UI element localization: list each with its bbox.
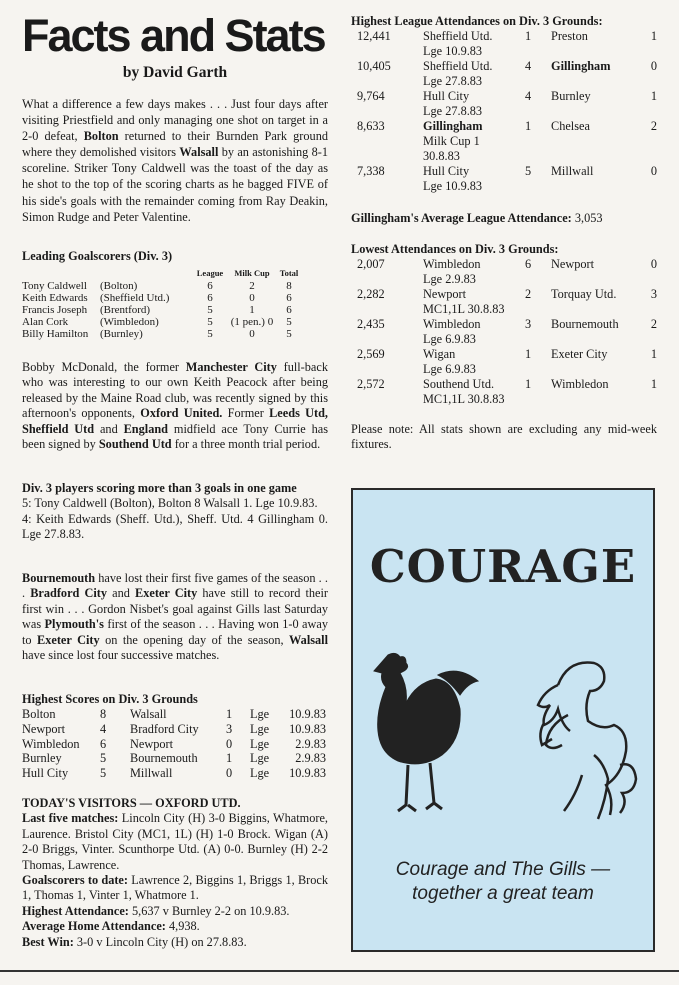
attendance-figure: 2,007 (357, 257, 385, 272)
text-run: midfield ace Tony Currie has been signed by (22, 421, 328, 452)
attendance-figure: 12,441 (357, 29, 391, 44)
match-detail: MC1,1L 30.8.83 (423, 392, 505, 407)
goalscorer-row (22, 292, 304, 304)
away-score: 1 (650, 377, 657, 392)
match-detail: MC1,1L 30.8.83 (423, 302, 505, 317)
visitors-heading: TODAY'S VISITORS — OXFORD UTD. (22, 796, 241, 810)
column-header-total: Total (279, 268, 299, 279)
home-team: Southend Utd. (423, 377, 495, 392)
fact-text: 3-0 v Lincoln City (H) on 27.8.83. (73, 934, 247, 949)
home-team: Sheffield Utd. (423, 29, 493, 44)
goalscorer-league: 5 (207, 328, 213, 341)
score-home: Hull City (22, 765, 69, 780)
visitors-fact (22, 811, 328, 873)
text-run: have still to record their first win . . . Gordon Nisbet's goal against Gills last Saturday was (22, 586, 328, 632)
away-team: Gillingham (551, 59, 611, 74)
match-detail: Milk Cup 1 (423, 134, 480, 149)
visitors-fact (22, 919, 328, 934)
goalscorer-club: (Sheffield Utd.) (100, 291, 170, 304)
away-score: 2 (650, 317, 657, 332)
goalscorer-milk: 0 (249, 328, 255, 341)
attendance-figure: 8,633 (357, 119, 385, 134)
away-team: Burnley (551, 89, 591, 104)
score-row (22, 751, 326, 766)
text-run: have since lost four successive matches. (22, 648, 220, 663)
column-header-league: League (196, 268, 224, 279)
fact-label: Goalscorers to date: (22, 873, 128, 888)
fact-label: Average Home Attendance: (22, 919, 166, 934)
attendance-figure: 9,764 (357, 89, 385, 104)
away-score: 3 (650, 287, 657, 302)
goalscorer-name: Keith Edwards (22, 291, 88, 304)
text-run: Former (222, 406, 270, 421)
three-goals-line-2: 4: Keith Edwards (Sheff. Utd.), Sheff. Utd. 4 Gillingham 0. Lge 27.8.83. (22, 511, 328, 542)
match-detail: Lge 27.8.83 (423, 74, 483, 89)
attendance-figure: 2,572 (357, 377, 385, 392)
goalscorer-milk: (1 pen.) 0 (230, 316, 274, 329)
goalscorer-total: 5 (286, 316, 292, 329)
attendance-row (351, 119, 657, 164)
score-as: 1 (226, 751, 233, 766)
gills-average-value: 3,053 (574, 211, 603, 225)
attendance-row (351, 377, 657, 407)
bold-text: Walsall (289, 632, 328, 647)
highest-scores-heading: Highest Scores on Div. 3 Grounds (22, 692, 198, 706)
bold-text: Bradford City (30, 586, 108, 601)
score-row (22, 707, 326, 722)
home-team: Wigan (423, 347, 456, 362)
goalscorer-league: 5 (207, 316, 213, 329)
home-score: 1 (525, 29, 532, 44)
home-score: 4 (525, 89, 532, 104)
goalscorer-milk: 1 (249, 304, 255, 317)
bold-text: Exeter City (37, 632, 100, 647)
three-goals-heading: Div. 3 players scoring more than 3 goals in one game (22, 481, 297, 495)
highest-attendances-section (351, 14, 657, 194)
gills-average-attendance (351, 211, 657, 226)
goalscorer-name: Billy Hamilton (22, 328, 89, 341)
home-score: 5 (525, 164, 532, 179)
bold-text: Exeter City (135, 586, 198, 601)
score-away: Newport (130, 736, 174, 751)
home-score: 1 (525, 119, 532, 134)
visitors-section (22, 796, 328, 950)
match-detail: Lge 27.8.83 (423, 104, 483, 119)
goalscorer-row (22, 304, 304, 316)
text-run: for a three month trial period. (171, 437, 321, 452)
three-goals-line-1: 5: Tony Caldwell (Bolton), Bolton 8 Walsall 1. Lge 10.9.83. (22, 496, 318, 511)
away-score: 0 (650, 257, 657, 272)
home-team: Newport (423, 287, 467, 302)
highest-attendances-table (351, 29, 657, 194)
score-comp: Lge (250, 722, 270, 736)
score-hs: 5 (100, 765, 107, 780)
score-hs: 4 (100, 722, 107, 736)
highest-scores-table (22, 707, 326, 780)
courage-advertisement (351, 488, 655, 952)
goalscorer-league: 5 (207, 304, 213, 317)
goalscorer-club: (Wimbledon) (100, 316, 159, 329)
goalscorer-total: 8 (286, 279, 292, 292)
attendance-row (351, 89, 657, 119)
home-team: Gillingham (423, 119, 483, 134)
score-away: Bradford City (130, 722, 199, 736)
stats-note: Please note: All stats shown are excluding any mid-week fixtures. (351, 422, 657, 452)
match-detail: Lge 10.9.83 (423, 179, 483, 194)
score-date: 2.9.83 (295, 736, 326, 751)
score-home: Newport (22, 722, 66, 736)
match-detail: Lge 6.9.83 (423, 362, 476, 377)
goalscorer-name: Tony Caldwell (22, 279, 87, 292)
score-away: Millwall (130, 765, 173, 780)
lowest-attendances-table (351, 257, 657, 407)
fact-label: Highest Attendance: (22, 903, 129, 918)
home-team: Wimbledon (423, 257, 481, 272)
home-team: Hull City (423, 89, 470, 104)
score-date: 10.9.83 (289, 707, 326, 722)
score-away: Bournemouth (130, 751, 198, 766)
lowest-attendances-heading: Lowest Attendances on Div. 3 Grounds: (351, 242, 559, 256)
goalscorers-table (22, 267, 304, 340)
score-comp: Lge (250, 765, 270, 780)
text-run: full-back who was interesting to our own Keith Peacock after being released by the Maine Road club, was recently signed by this afternoon's opponents, (22, 360, 328, 421)
match-detail: Lge 6.9.83 (423, 332, 476, 347)
away-team: Preston (551, 29, 588, 44)
home-team: Sheffield Utd. (423, 59, 493, 74)
rooster-icon (374, 653, 478, 811)
fact-text: Lincoln City (H) 3-0 Biggins, Whatmore, Laurence. Bristol City (MC1, 1L) (H) 1-0 Brock. Wigan (A) 2-0 Briggs, Vinter. Scunthorpe Utd. (A) 0-0. Burnley (H) 2-2 Thomas, Lawrence. (22, 811, 328, 872)
goalscorer-club: (Burnley) (100, 328, 143, 341)
text-run: and (94, 421, 124, 436)
goalscorer-club: (Brentford) (100, 304, 151, 317)
goalscorer-league: 6 (207, 279, 213, 292)
visitors-fact (22, 935, 328, 950)
score-hs: 8 (100, 707, 107, 722)
score-away: Walsall (130, 707, 167, 722)
bold-text: Bolton (83, 129, 119, 144)
score-hs: 5 (100, 751, 107, 766)
text-run: by an astonishing 8-1 scoreline. Striker Tony Caldwell was the toast of the day as he shot to the top of the scoring charts as he bagged FIVE of his side's goals with the remainder coming from Ray Deakin, Simon Rudge and Peter Valentine. (22, 145, 328, 224)
courage-brand-logo: COURAGE (369, 540, 637, 593)
away-team: Wimbledon (551, 377, 609, 392)
page-bottom-rule (0, 970, 679, 972)
goalscorer-total: 6 (286, 291, 292, 304)
horse-icon (538, 662, 636, 819)
fact-label: Best Win: (22, 934, 74, 949)
goalscorer-total: 5 (286, 328, 292, 341)
home-team: Hull City (423, 164, 470, 179)
goalscorer-milk: 2 (249, 279, 255, 292)
attendance-figure: 7,338 (357, 164, 385, 179)
score-comp: Lge (250, 751, 270, 766)
match-detail: Lge 2.9.83 (423, 272, 476, 287)
score-row (22, 766, 326, 781)
goalscorer-club: (Bolton) (100, 279, 138, 292)
text-run: first of the season . . . Having won 1-0 away to (22, 617, 328, 647)
attendance-figure: 2,282 (357, 287, 385, 302)
goalscorer-milk: 0 (249, 291, 255, 304)
gills-average-label: Gillingham's Average League Attendance: (351, 211, 572, 225)
page-title: Facts and Stats (22, 10, 325, 61)
column-header-milk-cup: Milk Cup (234, 268, 270, 279)
score-as: 0 (226, 765, 233, 780)
away-score: 1 (650, 347, 657, 362)
score-home: Wimbledon (22, 736, 80, 751)
bournemouth-paragraph (22, 571, 328, 663)
attendance-row (351, 317, 657, 347)
bold-text: Oxford United. (140, 406, 223, 421)
goalscorers-heading: Leading Goalscorers (Div. 3) (22, 249, 173, 263)
home-score: 3 (525, 317, 532, 332)
bold-text: Plymouth's (44, 617, 104, 632)
goalscorers-section (22, 249, 328, 341)
text-run: on the opening day of the season, (99, 632, 290, 647)
goalscorer-row (22, 328, 304, 340)
attendance-row (351, 347, 657, 377)
away-score: 0 (650, 164, 657, 179)
fact-text: 4,938. (165, 919, 200, 934)
text-run: and (107, 586, 136, 601)
away-team: Bournemouth (551, 317, 619, 332)
bold-text: Bournemouth (22, 571, 96, 585)
home-score: 4 (525, 59, 532, 74)
away-team: Millwall (551, 164, 594, 179)
goalscorer-row (22, 316, 304, 328)
attendance-row (351, 59, 657, 89)
away-team: Exeter City (551, 347, 608, 362)
score-date: 2.9.83 (295, 751, 326, 766)
text-run: What a difference a few days makes . . . Just four days after visiting Priestfield and only managing one shot on target in a 2-0 defeat, (22, 97, 328, 144)
attendance-row (351, 164, 657, 194)
away-score: 1 (650, 29, 657, 44)
score-home: Bolton (22, 707, 56, 722)
away-team: Chelsea (551, 119, 590, 134)
attendance-row (351, 29, 657, 59)
bold-text: Manchester City (185, 360, 277, 374)
intro-paragraph (22, 96, 328, 225)
home-score: 1 (525, 347, 532, 362)
ad-slogan-line-2: together a great team (412, 883, 594, 904)
score-as: 1 (226, 707, 233, 722)
score-comp: Lge (250, 707, 270, 722)
match-detail: Lge 10.9.83 (423, 44, 483, 59)
home-score: 6 (525, 257, 532, 272)
goalscorer-league: 6 (207, 291, 213, 304)
score-hs: 6 (100, 736, 107, 751)
home-score: 1 (525, 377, 532, 392)
bold-text: England (123, 421, 169, 436)
goalscorer-row (22, 280, 304, 292)
highest-scores-section (22, 692, 328, 780)
attendance-row (351, 287, 657, 317)
attendance-figure: 2,435 (357, 317, 385, 332)
visitors-fact (22, 873, 328, 904)
score-comp: Lge (250, 736, 270, 751)
away-team: Torquay Utd. (551, 287, 617, 302)
fact-label: Last five matches: (22, 811, 119, 826)
away-score: 1 (650, 89, 657, 104)
away-score: 2 (650, 119, 657, 134)
three-goals-section (22, 481, 328, 543)
goalscorer-total: 6 (286, 304, 292, 317)
text-run: returned to their Burnden Park ground where they demolished visitors (22, 129, 328, 160)
score-date: 10.9.83 (289, 765, 326, 780)
highest-attendances-heading: Highest League Attendances on Div. 3 Grounds: (351, 14, 603, 28)
rooster-and-horse-illustration (368, 645, 638, 855)
away-score: 0 (650, 59, 657, 74)
away-team: Newport (551, 257, 595, 272)
lowest-attendances-section (351, 242, 657, 407)
score-home: Burnley (22, 751, 62, 766)
bold-text: Leeds Utd, Sheffield Utd (22, 406, 328, 436)
fact-text: Lawrence 2, Biggins 1, Briggs 1, Brock 1, Thomas 1, Vinter 1, Whatmore 1. (22, 873, 328, 903)
visitors-fact (22, 904, 328, 919)
ad-slogan-line-1: Courage and The Gills — (395, 859, 611, 880)
home-team: Wimbledon (423, 317, 481, 332)
score-row (22, 722, 326, 737)
match-detail: 30.8.83 (423, 149, 460, 164)
goalscorer-name: Alan Cork (22, 316, 69, 329)
text-run: have lost their first five games of the season . . . (22, 571, 328, 601)
byline: by David Garth (122, 64, 228, 81)
score-row (22, 737, 326, 752)
attendance-row (351, 257, 657, 287)
bold-text: Walsall (179, 145, 219, 160)
attendance-figure: 10,405 (357, 59, 391, 74)
score-as: 3 (226, 722, 233, 736)
text-run: Bobby McDonald, the former (22, 360, 186, 374)
score-date: 10.9.83 (289, 722, 326, 736)
score-as: 0 (226, 736, 233, 751)
manchester-city-paragraph (22, 360, 328, 452)
fact-text: 5,637 v Burnley 2-2 on 10.9.83. (128, 903, 290, 918)
attendance-figure: 2,569 (357, 347, 385, 362)
goalscorer-name: Francis Joseph (22, 304, 88, 317)
bold-text: Southend Utd (98, 437, 172, 452)
home-score: 2 (525, 287, 532, 302)
